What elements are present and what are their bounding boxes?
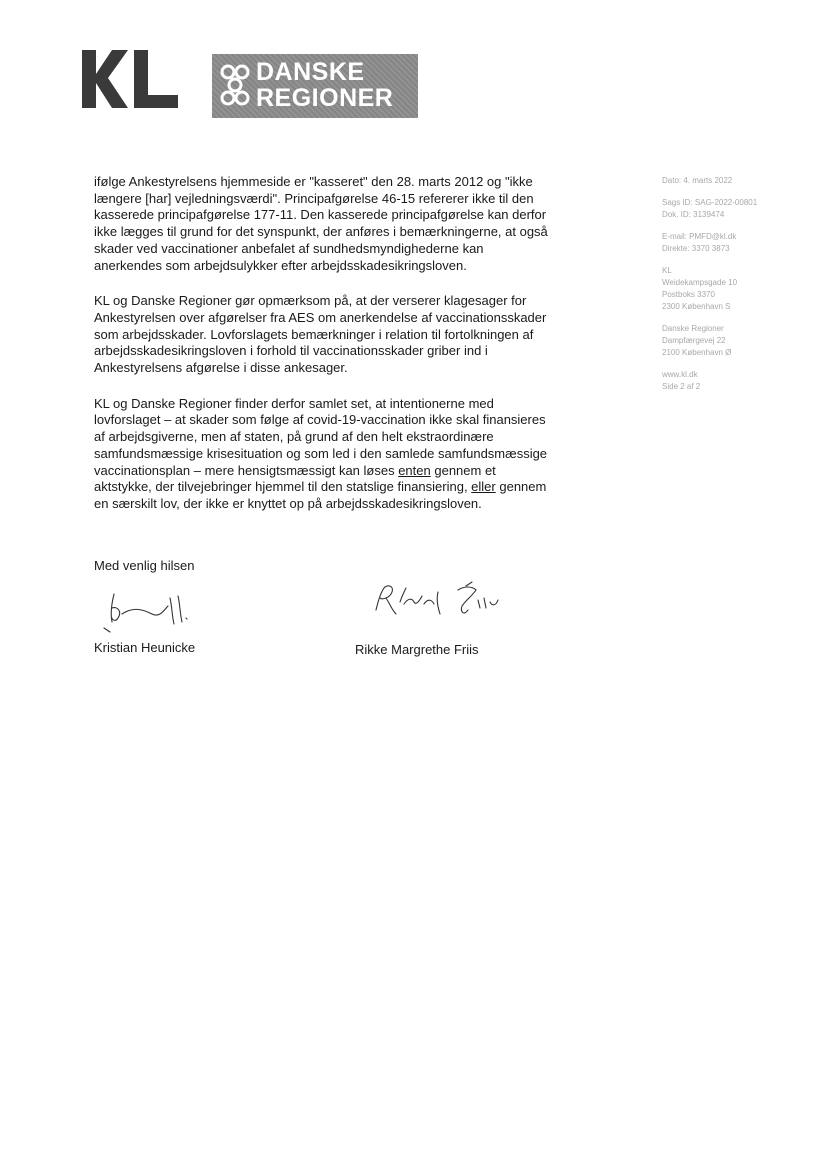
- ids-group: [662, 197, 802, 221]
- kl-logo-mark: [82, 50, 178, 108]
- paragraph-3-end: gennem en særskilt lov, der ikke er knyttet op på arbejdsskadesikringsloven.: [94, 479, 547, 511]
- signature-1: [100, 588, 210, 639]
- contact-group: [662, 231, 802, 255]
- page-number: Side 2 af 2: [662, 382, 701, 391]
- danske-regioner-wordmark: [256, 59, 393, 111]
- paragraph-3-start: KL og Danske Regioner finder derfor samlet set, at intentionerne med lovforslaget – at skader som følge af covid-19-vaccination ikke skal finansieres af arbejdsgiverne, men af staten, på grund af den helt ekstraordinære samfundsmæssige krisesituation og som led i den samlede samfundsmæssige vaccinationsplan – mere hensigtsmæssigt kan løses: [94, 395, 548, 478]
- wordmark-line-2: REGIONER: [256, 84, 394, 112]
- date-group: [662, 175, 802, 187]
- underlined-enten: enten: [398, 462, 431, 478]
- danske-regioner-logo: [212, 54, 418, 118]
- dr-street: Dampfærgevej 22: [662, 336, 726, 345]
- danske-regioner-emblem-icon: [220, 63, 250, 109]
- signatory-name-2: Rikke Margrethe Friis: [355, 642, 479, 657]
- kl-name: KL: [662, 266, 672, 275]
- date-text: Dato: 4. marts 2022: [662, 176, 733, 185]
- underlined-eller: eller: [471, 479, 496, 495]
- kl-logo: [82, 50, 178, 108]
- paragraph-1: ifølge Ankestyrelsens hjemmeside er "kasseret" den 28. marts 2012 og "ikke længere [har] vejledningsværdi". Principafgørelse 46-15 refererer ikke til den kasserede principafgørelse 177-11. Den kasserede principafgørelse kan derfor ikke lægges til grund for det synspunkt, der anføres i bemærkningerne, at også skader ved vaccinationer anbefalet af sundhedsmyndighederne kan anerkendes som arbejdsulykker efter arbejdsskadesikringsloven.: [94, 174, 548, 273]
- paragraph-3: [94, 396, 554, 513]
- letter-metadata-sidebar: [662, 175, 802, 403]
- paragraph-2: KL og Danske Regioner gør opmærksom på, at der verserer klagesager for Ankestyrelsen over afgørelser fra AES om anerkendelse af vaccinationsskader som arbejdsskader. Lovforslagets bemærkninger i relation til fortolkningen af arbejdsskadesikringsloven i forhold til vaccinationsskader griber ind i Ankestyrelsens afgørelse i disse ankesager.: [94, 293, 547, 376]
- signature-2-drawing: [366, 580, 506, 622]
- doc-id: Dok. ID: 3139474: [662, 210, 725, 219]
- kl-address-group: [662, 265, 802, 313]
- paragraph-3-middle: gennem et aktstykke, der tilvejebringer hjemmel til den statslige finansiering,: [94, 462, 496, 495]
- wordmark-line-1: DANSKE: [256, 58, 365, 86]
- contact-phone: Direkte: 3370 3873: [662, 244, 730, 253]
- dr-address-group: [662, 323, 802, 359]
- kl-postbox: Postboks 3370: [662, 290, 715, 299]
- kl-street: Weidekampsgade 10: [662, 278, 738, 287]
- signatory-name-1: Kristian Heunicke: [94, 640, 196, 655]
- contact-email: E-mail: PMFD@kl.dk: [662, 232, 737, 241]
- website: www.kl.dk: [662, 370, 698, 379]
- letter-body: [94, 174, 554, 532]
- signature-1-drawing: [100, 588, 210, 634]
- kl-city: 2300 København S: [662, 302, 731, 311]
- closing-phrase: Med venlig hilsen: [94, 558, 195, 573]
- dr-city: 2100 København Ø: [662, 348, 732, 357]
- dr-name: Danske Regioner: [662, 324, 724, 333]
- web-group: [662, 369, 802, 393]
- case-id: Sags ID: SAG-2022-00801: [662, 198, 758, 207]
- signature-2: [366, 580, 506, 627]
